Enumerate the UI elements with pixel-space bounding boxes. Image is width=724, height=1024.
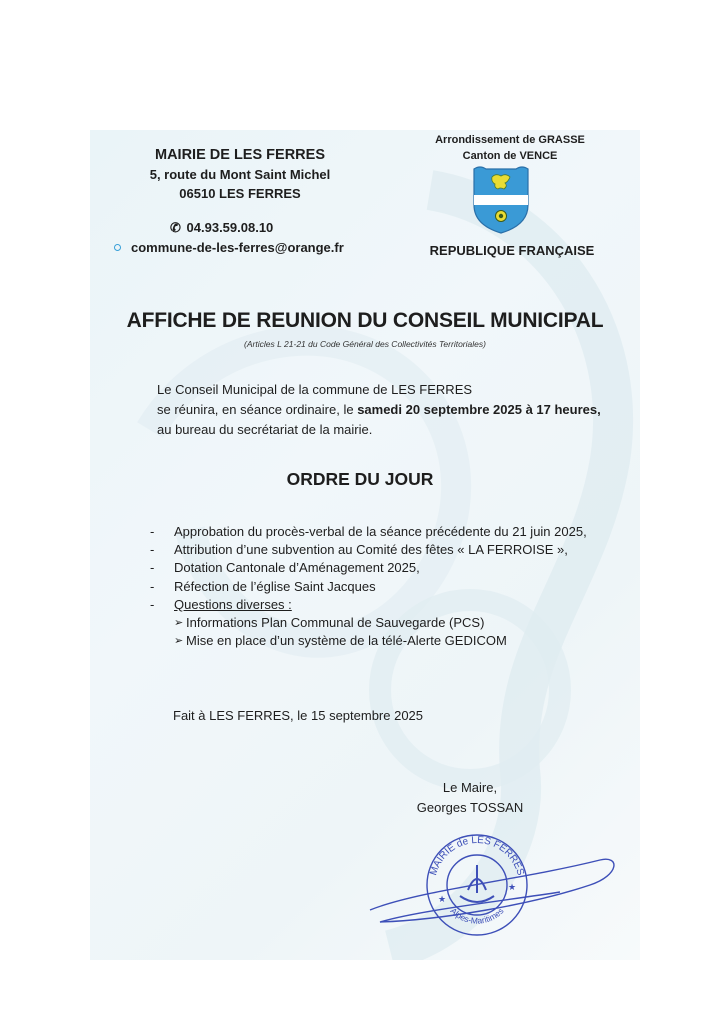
phone-icon: ✆ bbox=[170, 220, 181, 235]
agenda-item-text: Dotation Cantonale d’Aménagement 2025, bbox=[174, 560, 420, 576]
place-and-date: Fait à LES FERRES, le 15 septembre 2025 bbox=[173, 708, 424, 723]
phone-contact bbox=[170, 220, 273, 236]
agenda-item bbox=[150, 596, 630, 614]
agenda-item bbox=[150, 559, 630, 577]
legal-reference: (Articles L 21-21 du Code Général des Collectivités Territoriales) bbox=[244, 339, 486, 349]
official-stamp-and-signature bbox=[360, 830, 620, 940]
agenda-item-text: Approbation du procès-verbal de la séance précédente du 21 juin 2025, bbox=[174, 524, 587, 539]
phone-number: 04.93.59.08.10 bbox=[186, 220, 274, 235]
meeting-announcement bbox=[157, 380, 637, 440]
email-contact bbox=[112, 240, 344, 255]
coat-of-arms bbox=[470, 165, 532, 235]
agenda-sub-item-text: Mise en place d’un système de la télé-Alerte GEDICOM bbox=[186, 633, 507, 649]
arrow-bullet-icon: ➢ bbox=[174, 617, 184, 630]
bullet-dash: - bbox=[150, 596, 155, 612]
agenda-item bbox=[150, 523, 630, 541]
canton: Canton de VENCE bbox=[462, 150, 558, 162]
agenda-item-text: Questions diverses : bbox=[174, 596, 292, 612]
agenda-list bbox=[150, 523, 630, 650]
bullet-dash: - bbox=[150, 524, 155, 539]
agenda-item bbox=[150, 578, 630, 596]
email-address[interactable]: commune-de-les-ferres@orange.fr bbox=[131, 240, 344, 255]
arrow-bullet-icon: ➢ bbox=[174, 635, 184, 648]
star-icon: ★ bbox=[438, 894, 447, 904]
republique-francaise: REPUBLIQUE FRANÇAISE bbox=[429, 243, 595, 258]
signature-block bbox=[390, 778, 550, 818]
stamp-bottom-text: Alpes-Maritimes bbox=[448, 905, 506, 926]
agenda-sub-item-text: Informations Plan Communal de Sauvegarde (PCS) bbox=[186, 615, 485, 631]
star-icon: ★ bbox=[508, 882, 517, 892]
agenda-sub-item bbox=[150, 614, 630, 632]
intro-line-2 bbox=[157, 400, 637, 420]
agenda-heading: ORDRE DU JOUR bbox=[286, 469, 434, 489]
agenda-item-text: Réfection de l’église Saint Jacques bbox=[174, 578, 376, 594]
page-title: AFFICHE DE REUNION DU CONSEIL MUNICIPAL bbox=[126, 309, 604, 332]
intro-line-2-prefix: se réunira, en séance ordinaire, le bbox=[157, 402, 358, 417]
agenda-sub-item bbox=[150, 632, 630, 650]
bullet-dash: - bbox=[150, 578, 155, 594]
address-line-2: 06510 LES FERRES bbox=[179, 186, 301, 201]
mairie-header bbox=[110, 145, 370, 203]
mairie-title: MAIRIE DE LES FERRES bbox=[155, 147, 325, 163]
intro-line-1: Le Conseil Municipal de la commune de LES FERRES bbox=[157, 382, 473, 397]
administrative-header bbox=[410, 132, 610, 164]
mail-icon bbox=[112, 244, 123, 252]
stamp-top-text: MAIRIE de LES FERRES bbox=[428, 834, 526, 877]
address-line-1: 5, route du Mont Saint Michel bbox=[149, 167, 331, 182]
bullet-dash: - bbox=[150, 560, 155, 576]
arrondissement: Arrondissement de GRASSE bbox=[435, 134, 585, 146]
agenda-item bbox=[150, 541, 630, 559]
bullet-dash: - bbox=[150, 542, 155, 558]
agenda-item-text: Attribution d’une subvention au Comité des fêtes « LA FERROISE », bbox=[174, 542, 568, 558]
signer-role: Le Maire, bbox=[442, 780, 498, 795]
intro-line-3: au bureau du secrétariat de la mairie. bbox=[157, 422, 373, 437]
meeting-date: samedi 20 septembre 2025 à 17 heures, bbox=[357, 402, 601, 417]
signer-name: Georges TOSSAN bbox=[416, 800, 524, 815]
